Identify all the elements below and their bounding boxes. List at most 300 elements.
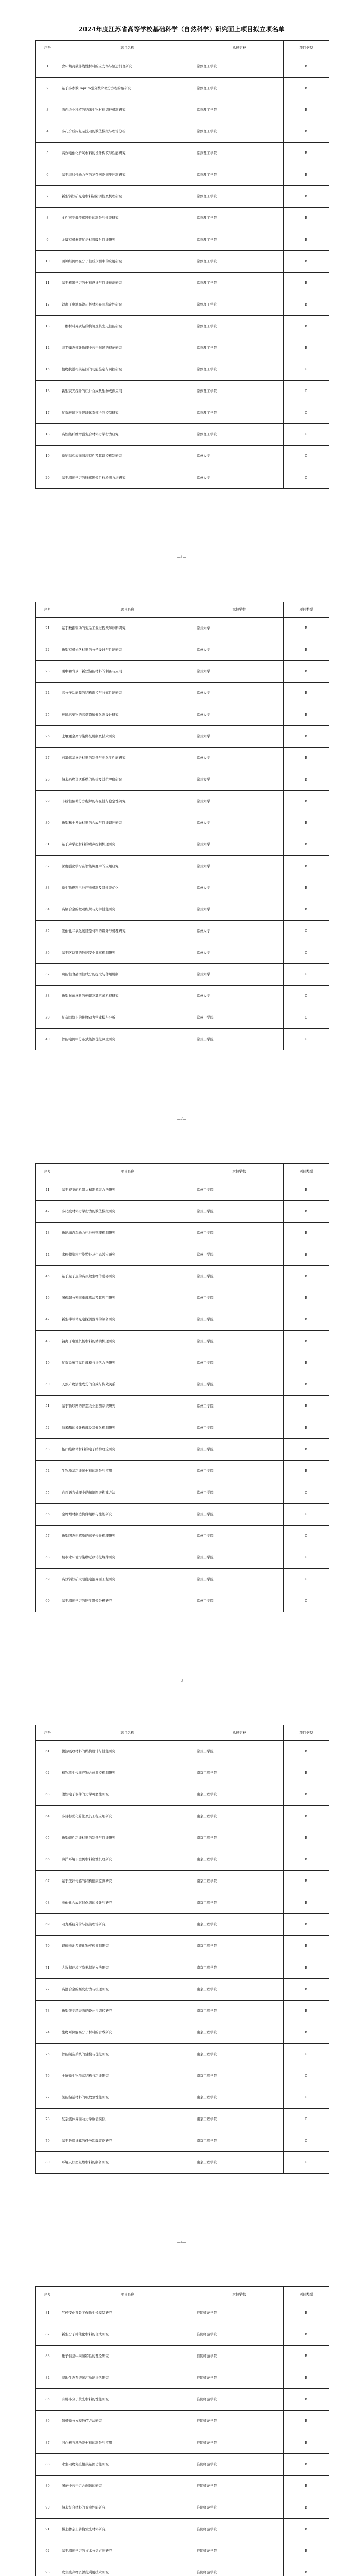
school-name: 常州工学院 <box>195 1482 284 1504</box>
project-type: B <box>284 1936 329 1957</box>
row-number: 42 <box>36 1201 60 1223</box>
school-name: 南京工程学院 <box>195 1979 284 2001</box>
table-row <box>36 1374 329 1396</box>
project-name: 大数据环境下隐私保护方法研究 <box>60 1957 195 1979</box>
school-name: 常州大学 <box>195 446 284 467</box>
row-number: 48 <box>36 1331 60 1352</box>
project-name: 拓扑绝缘体材料的电子结构理论研究 <box>60 1439 195 1461</box>
project-name: 智能制造系统的建模与优化研究 <box>60 2044 195 2065</box>
project-name: 新型半导体光电探测器件的制备研究 <box>60 1309 195 1331</box>
table-row <box>36 1396 329 1417</box>
row-number: 71 <box>36 1957 60 1979</box>
row-number: 2 <box>36 78 60 99</box>
table-row <box>36 1309 329 1331</box>
column-header-project-name: 项目名称 <box>60 41 195 56</box>
table-row <box>36 1741 329 1762</box>
school-name: 常州工学院 <box>195 1396 284 1417</box>
school-name: 常州工学院 <box>195 1352 284 1374</box>
school-name: 南京工程学院 <box>195 1827 284 1849</box>
project-name: 金属有机框架复合材料吸附性能研究 <box>60 229 195 251</box>
project-name: 基于区块链的数据安全共享机制研究 <box>60 942 195 964</box>
project-name: 稀土掺杂上转换发光材料研究 <box>60 2519 195 2540</box>
table-row <box>36 1806 329 1827</box>
row-number: 84 <box>36 2367 60 2389</box>
project-type: B <box>284 2497 329 2519</box>
table-row <box>36 1029 329 1050</box>
project-name: 复杂流体界面动力学数值模拟 <box>60 2109 195 2130</box>
project-type: B <box>284 2540 329 2562</box>
project-type: B <box>284 1374 329 1396</box>
column-header-project-type: 项目类型 <box>284 1164 329 1179</box>
project-name: 锂离子电池高镍正极材料界面稳定性研究 <box>60 294 195 316</box>
row-number: 75 <box>36 2044 60 2065</box>
project-type: B <box>284 316 329 337</box>
table-row <box>36 2152 329 2174</box>
row-number: 31 <box>36 834 60 856</box>
school-name: 常州大学 <box>195 791 284 812</box>
table-header-row <box>36 602 329 618</box>
table-row <box>36 1762 329 1784</box>
row-number: 58 <box>36 1547 60 1569</box>
column-header-project-name: 项目名称 <box>60 1164 195 1179</box>
table-row <box>36 618 329 639</box>
table-row <box>36 337 329 359</box>
project-type: C <box>284 467 329 489</box>
table-row <box>36 1439 329 1461</box>
row-number: 24 <box>36 683 60 704</box>
school-name: 常州工学院 <box>195 1569 284 1590</box>
project-table <box>35 2286 329 2576</box>
table-row <box>36 143 329 164</box>
project-type: B <box>284 1914 329 1936</box>
row-number: 7 <box>36 186 60 208</box>
project-name: 基于深度学习的遥感图像目标检测方法研究 <box>60 467 195 489</box>
table-row <box>36 1590 329 1612</box>
project-type: B <box>284 1849 329 1871</box>
project-type: B <box>284 1266 329 1287</box>
table-row <box>36 99 329 121</box>
project-type: B <box>284 2411 329 2432</box>
table-row <box>36 294 329 316</box>
page-number: —2— <box>177 1117 187 1121</box>
row-number: 14 <box>36 337 60 359</box>
school-name: 常熟理工学院 <box>195 273 284 294</box>
school-name: 常州工学院 <box>195 1417 284 1439</box>
project-type: C <box>284 964 329 986</box>
school-name: 淮阴师范学院 <box>195 2540 284 2562</box>
school-name: 常州大学 <box>195 639 284 661</box>
project-type: B <box>284 2302 329 2324</box>
row-number: 36 <box>36 942 60 964</box>
row-number: 53 <box>36 1439 60 1461</box>
school-name: 常州大学 <box>195 748 284 769</box>
column-header-number: 序号 <box>36 1725 60 1741</box>
school-name: 淮阴师范学院 <box>195 2562 284 2576</box>
school-name: 淮阴师范学院 <box>195 2324 284 2346</box>
column-header-project-type: 项目类型 <box>284 1725 329 1741</box>
row-number: 49 <box>36 1352 60 1374</box>
table-row <box>36 2044 329 2065</box>
table-row <box>36 121 329 143</box>
column-header-project-type: 项目类型 <box>284 41 329 56</box>
project-type: B <box>284 337 329 359</box>
table-row <box>36 791 329 812</box>
table-row <box>36 812 329 834</box>
project-type: B <box>284 1201 329 1223</box>
project-type: B <box>284 1223 329 1244</box>
table-row <box>36 2476 329 2497</box>
table-row <box>36 877 329 899</box>
row-number: 26 <box>36 726 60 748</box>
row-number: 38 <box>36 986 60 1007</box>
school-name: 常州工学院 <box>195 1526 284 1547</box>
project-type: B <box>284 856 329 877</box>
school-name: 南京工程学院 <box>195 1849 284 1871</box>
row-number: 93 <box>36 2562 60 2576</box>
table-row <box>36 316 329 337</box>
project-name: 新型固态电解质的离子传导机理研究 <box>60 1526 195 1547</box>
table-row <box>36 2022 329 2044</box>
row-number: 50 <box>36 1374 60 1396</box>
table-row <box>36 1179 329 1201</box>
school-name: 常州大学 <box>195 661 284 683</box>
row-number: 39 <box>36 1007 60 1029</box>
project-table <box>35 1725 329 2174</box>
table-row <box>36 639 329 661</box>
project-name: 柔性可穿戴传感器件的制备与性能研究 <box>60 208 195 229</box>
school-name: 常熟理工学院 <box>195 121 284 143</box>
project-type: C <box>284 986 329 1007</box>
school-name: 常州大学 <box>195 726 284 748</box>
table-row <box>36 834 329 856</box>
row-number: 92 <box>36 2540 60 2562</box>
table-row <box>36 2389 329 2411</box>
table-row <box>36 1331 329 1352</box>
school-name: 常州大学 <box>195 812 284 834</box>
row-number: 64 <box>36 1806 60 1827</box>
project-name: 新能源汽车动力电池热管理机制研究 <box>60 1223 195 1244</box>
project-name: 环境污染物的高效降解催化剂设计研究 <box>60 704 195 726</box>
project-name: 高性能纤维增强复合材料力学行为研究 <box>60 424 195 446</box>
table-row <box>36 1526 329 1547</box>
school-name: 南京工程学院 <box>195 2087 284 2109</box>
column-header-number: 序号 <box>36 1164 60 1179</box>
table-row <box>36 726 329 748</box>
project-type: C <box>284 1007 329 1029</box>
project-type: B <box>284 618 329 639</box>
school-name: 常熟理工学院 <box>195 359 284 381</box>
table-row <box>36 1201 329 1223</box>
project-type: B <box>284 186 329 208</box>
project-type: B <box>284 2346 329 2367</box>
school-name: 常熟理工学院 <box>195 143 284 164</box>
column-header-school: 承担学校 <box>195 41 284 56</box>
school-name: 淮阴师范学院 <box>195 2367 284 2389</box>
school-name: 常州工学院 <box>195 1244 284 1266</box>
project-type: B <box>284 812 329 834</box>
project-name: 基于深度学习的文本分类方法研究 <box>60 2540 195 2562</box>
project-name: 湿地生态系统碳汇功能评估研究 <box>60 2367 195 2389</box>
school-name: 淮阴师范学院 <box>195 2389 284 2411</box>
row-number: 83 <box>36 2346 60 2367</box>
project-type: B <box>284 56 329 78</box>
project-name: 图论中若干组合问题的研究 <box>60 2476 195 2497</box>
project-name: 基于深度学习的医学影像分析研究 <box>60 1590 195 1612</box>
project-type: B <box>284 1179 329 1201</box>
row-number: 43 <box>36 1223 60 1244</box>
school-name: 南京工程学院 <box>195 1957 284 1979</box>
row-number: 60 <box>36 1590 60 1612</box>
table-header-row <box>36 2287 329 2302</box>
table-row <box>36 2454 329 2476</box>
row-number: 34 <box>36 899 60 921</box>
project-name: 基于机器学习的材料设计与性能预测研究 <box>60 273 195 294</box>
row-number: 52 <box>36 1417 60 1439</box>
school-name: 常州大学 <box>195 921 284 942</box>
project-name: 功能性食品活性成分的提取与作用机制 <box>60 964 195 986</box>
project-type: B <box>284 251 329 273</box>
school-name: 常州工学院 <box>195 1309 284 1331</box>
table-row <box>36 1007 329 1029</box>
table-row <box>36 229 329 251</box>
column-header-number: 序号 <box>36 602 60 618</box>
school-name: 常熟理工学院 <box>195 381 284 402</box>
project-table <box>35 602 329 1050</box>
project-name: 动力系统分岔与混沌理论研究 <box>60 1914 195 1936</box>
table-row <box>36 78 329 99</box>
school-name: 南京工程学院 <box>195 2065 284 2087</box>
school-name: 常熟理工学院 <box>195 164 284 186</box>
table-row <box>36 164 329 186</box>
project-name: 电催化合成氨催化剂的设计与研究 <box>60 1892 195 1914</box>
row-number: 87 <box>36 2432 60 2454</box>
document-page <box>35 2286 329 2576</box>
row-number: 5 <box>36 143 60 164</box>
project-name: 新型分子筛催化材料的合成研究 <box>60 2324 195 2346</box>
school-name: 南京工程学院 <box>195 2001 284 2022</box>
project-type: C <box>284 1569 329 1590</box>
row-number: 8 <box>36 208 60 229</box>
project-name: 深度强化学习在智能调度中的应用研究 <box>60 856 195 877</box>
row-number: 9 <box>36 229 60 251</box>
school-name: 常熟理工学院 <box>195 208 284 229</box>
school-name: 常州工学院 <box>195 1331 284 1352</box>
school-name: 常熟理工学院 <box>195 186 284 208</box>
table-row <box>36 2346 329 2367</box>
table-row <box>36 251 329 273</box>
table-row <box>36 661 329 683</box>
project-name: 微波吸收材料的结构设计与性能研究 <box>60 1741 195 1762</box>
page-number: —4— <box>177 2240 187 2244</box>
table-header-row <box>36 1164 329 1179</box>
project-name: 柔性电子器件的力学可靠性研究 <box>60 1784 195 1806</box>
table-header-row <box>36 1725 329 1741</box>
row-number: 91 <box>36 2519 60 2540</box>
project-name: 新型光学超表面的设计与调控研究 <box>60 2001 195 2022</box>
table-row <box>36 2540 329 2562</box>
school-name: 常熟理工学院 <box>195 337 284 359</box>
row-number: 54 <box>36 1461 60 1482</box>
table-row <box>36 359 329 381</box>
row-number: 11 <box>36 273 60 294</box>
row-number: 89 <box>36 2476 60 2497</box>
school-name: 常州大学 <box>195 856 284 877</box>
project-name: 凹凸棒石基功能材料的制备与应用 <box>60 2432 195 2454</box>
table-row <box>36 1482 329 1504</box>
row-number: 85 <box>36 2389 60 2411</box>
row-number: 51 <box>36 1396 60 1417</box>
row-number: 27 <box>36 748 60 769</box>
project-name: 有机小分子荧光材料的性能研究 <box>60 2389 195 2411</box>
row-number: 45 <box>36 1266 60 1287</box>
project-type: C <box>284 2087 329 2109</box>
project-name: 植物抗逆相关基因的功能鉴定与调控研究 <box>60 359 195 381</box>
project-name: 海洋环境下金属材料腐蚀机理研究 <box>60 1849 195 1871</box>
table-row <box>36 2562 329 2576</box>
project-type: B <box>284 78 329 99</box>
project-name: 图神经网络在分子性质预测中的应用研究 <box>60 251 195 273</box>
table-row <box>36 208 329 229</box>
project-name: 基于物联网的智慧农业监测系统研究 <box>60 1396 195 1417</box>
project-name: 农业废弃物资源化利用技术研究 <box>60 2562 195 2576</box>
project-type: B <box>284 1417 329 1439</box>
school-name: 常州工学院 <box>195 1179 284 1201</box>
table-row <box>36 704 329 726</box>
project-name: 高熵合金的微观组织与力学性能研究 <box>60 899 195 921</box>
school-name: 淮阴师范学院 <box>195 2497 284 2519</box>
table-row <box>36 381 329 402</box>
school-name: 南京工程学院 <box>195 2152 284 2174</box>
table-row <box>36 942 329 964</box>
project-type: C <box>284 359 329 381</box>
project-name: 图像超分辨率重建算法及其应用研究 <box>60 1287 195 1309</box>
project-name: 生物可降解高分子材料的合成研究 <box>60 2022 195 2044</box>
row-number: 33 <box>36 877 60 899</box>
project-name: 水体微塑料污染特征及生态效应研究 <box>60 1244 195 1266</box>
document-page <box>35 1725 329 2271</box>
project-name: 高温合金的蠕变行为与机理研究 <box>60 1979 195 2001</box>
project-type: C <box>284 1526 329 1547</box>
table-row <box>36 1892 329 1914</box>
table-row <box>36 2130 329 2152</box>
row-number: 40 <box>36 1029 60 1050</box>
row-number: 82 <box>36 2324 60 2346</box>
row-number: 68 <box>36 1892 60 1914</box>
project-name: 基于声学超材料的噪声控制机理研究 <box>60 834 195 856</box>
school-name: 常州工学院 <box>195 1461 284 1482</box>
project-type: B <box>284 1784 329 1806</box>
project-type: B <box>284 661 329 683</box>
column-header-school: 承担学校 <box>195 1725 284 1741</box>
project-type: B <box>284 229 329 251</box>
school-name: 常熟理工学院 <box>195 294 284 316</box>
school-name: 南京工程学院 <box>195 1936 284 1957</box>
project-type: C <box>284 1029 329 1050</box>
school-name: 常州工学院 <box>195 1590 284 1612</box>
table-row <box>36 1223 329 1244</box>
row-number: 77 <box>36 2087 60 2109</box>
table-row <box>36 273 329 294</box>
row-number: 59 <box>36 1569 60 1590</box>
table-row <box>36 2109 329 2130</box>
table-row <box>36 683 329 704</box>
school-name: 南京工程学院 <box>195 1762 284 1784</box>
table-row <box>36 1979 329 2001</box>
project-name: 新型磁性功能材料的制备与性能研究 <box>60 1827 195 1849</box>
table-row <box>36 402 329 424</box>
project-type: B <box>284 639 329 661</box>
project-name: 微生物燃料电池产电机制及其性能优化 <box>60 877 195 899</box>
project-table <box>35 40 329 489</box>
school-name: 常熟理工学院 <box>195 424 284 446</box>
table-header-row <box>36 41 329 56</box>
table-row <box>36 1957 329 1979</box>
table-row <box>36 856 329 877</box>
school-name: 常州大学 <box>195 986 284 1007</box>
project-type: B <box>284 99 329 121</box>
table-row <box>36 921 329 942</box>
table-row <box>36 1244 329 1266</box>
project-name: 纳米复合材料的介电性能研究 <box>60 2497 195 2519</box>
column-header-project-name: 项目名称 <box>60 602 195 618</box>
table-row <box>36 1784 329 1806</box>
row-number: 90 <box>36 2497 60 2519</box>
project-name: 复杂网络上的传播动力学建模与分析 <box>60 1007 195 1029</box>
column-header-project-name: 项目名称 <box>60 1725 195 1741</box>
project-type: C <box>284 921 329 942</box>
project-type: B <box>284 1309 329 1331</box>
project-type: C <box>284 1504 329 1526</box>
project-name: 非线性偏微分方程解的存在性与稳定性研究 <box>60 791 195 812</box>
school-name: 常熟理工学院 <box>195 78 284 99</box>
project-type: B <box>284 1741 329 1762</box>
document-page <box>35 1163 329 1709</box>
table-row <box>36 1504 329 1526</box>
table-row <box>36 2411 329 2432</box>
project-type: B <box>284 1352 329 1374</box>
row-number: 88 <box>36 2454 60 2476</box>
project-type: B <box>284 1827 329 1849</box>
project-type: B <box>284 273 329 294</box>
table-row <box>36 986 329 1007</box>
project-type: B <box>284 143 329 164</box>
project-type: C <box>284 446 329 467</box>
column-header-number: 序号 <box>36 41 60 56</box>
row-number: 81 <box>36 2302 60 2324</box>
project-name: 新型钙钛矿光电材料缺陷调控及机理研究 <box>60 186 195 208</box>
project-type: C <box>284 424 329 446</box>
column-header-number: 序号 <box>36 2287 60 2302</box>
column-header-project-type: 项目类型 <box>284 2287 329 2302</box>
table-row <box>36 1352 329 1374</box>
project-name: 基于多参数Caputo型分数阶微分方程的解研究 <box>60 78 195 99</box>
table-row <box>36 2519 329 2540</box>
school-name: 淮阴师范学院 <box>195 2454 284 2476</box>
project-type: C <box>284 1590 329 1612</box>
project-name: 基于数据驱动的复杂工业过程故障诊断研究 <box>60 618 195 639</box>
row-number: 41 <box>36 1179 60 1201</box>
project-name: 新型稀土发光材料的合成与性能调控研究 <box>60 812 195 834</box>
row-number: 19 <box>36 446 60 467</box>
school-name: 常州工学院 <box>195 1439 284 1461</box>
project-type: B <box>284 121 329 143</box>
project-name: 天然产物活性成分的合成与构效关系 <box>60 1374 195 1396</box>
school-name: 常州工学院 <box>195 1266 284 1287</box>
row-number: 22 <box>36 639 60 661</box>
project-type: B <box>284 1892 329 1914</box>
row-number: 65 <box>36 1827 60 1849</box>
project-name: 纳米药物递送系统的构建及其抗肿瘤研究 <box>60 769 195 791</box>
